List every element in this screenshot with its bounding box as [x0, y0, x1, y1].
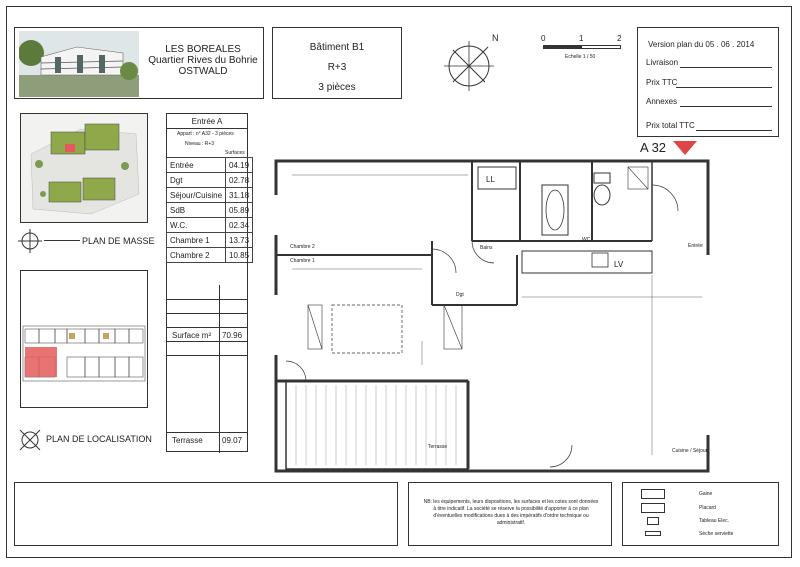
legend-placard: Placard — [699, 505, 716, 511]
building-photo — [19, 31, 139, 97]
location-plan-box — [20, 270, 148, 408]
legend-placard-icon — [641, 503, 665, 513]
legend-tableau: Tableau Elec. — [699, 518, 730, 524]
room-name: Séjour/Cuisine — [167, 188, 226, 203]
apartment-level: Niveau : R+3 — [185, 141, 215, 147]
project-name: LES BOREALES — [165, 44, 241, 55]
version-block — [637, 27, 779, 137]
plan-label-cuisine-sejour: Cuisine / Séjour — [672, 448, 708, 454]
legend-gaine-icon — [641, 489, 665, 499]
room-name: Entrée — [167, 158, 226, 173]
scale-bar — [543, 45, 621, 49]
scale-caption: Echelle 1 / 50 — [565, 54, 596, 60]
site-plan-box — [20, 113, 148, 223]
surface-note: Surfaces — [225, 150, 245, 156]
room-row — [167, 188, 253, 203]
plan-masse-title: PLAN DE MASSE — [82, 236, 155, 246]
plan-label-chambre1: Chambre 1 — [290, 258, 315, 264]
building-name: Bâtiment B1 — [309, 42, 365, 53]
legend-seche-icon — [645, 531, 661, 536]
room-row — [167, 218, 253, 233]
project-header — [14, 27, 264, 99]
scale-mark-1: 1 — [579, 34, 584, 43]
room-name: W.C. — [167, 218, 226, 233]
scale-mark-2: 2 — [617, 34, 622, 43]
site-plan-image — [21, 114, 147, 222]
apartment-number: Appart : n° A32 - 3 pièces — [177, 131, 234, 137]
entry-arrow-icon — [673, 141, 697, 155]
room-area: 13.73 — [226, 233, 253, 248]
room-name: Dgt — [167, 173, 226, 188]
room-area: 02.78 — [226, 173, 253, 188]
plan-localisation-title: PLAN DE LOCALISATION — [46, 434, 152, 444]
plan-label-lv: LV — [614, 260, 624, 269]
legend-gaine: Gaine — [699, 491, 713, 497]
terrace-label: Terrasse — [172, 436, 203, 445]
site-plan-compass-icon — [18, 229, 42, 253]
field-prix-total: Prix total TTC — [646, 121, 695, 130]
room-area: 04.19 — [226, 158, 253, 173]
notes-box — [14, 482, 398, 546]
plan-label-wc: WC — [582, 237, 591, 243]
building-info — [272, 27, 402, 99]
disclaimer-text: NB: les équipements, leurs dispositions, les surfaces et les cotes sont données à titre indicatif. La société se réserve la possibilité d'apporter à ce plan d'éventuelles modifications dues à des impératifs d'ordre technique ou administratif. — [423, 499, 599, 526]
plan-label-entree: Entrée — [688, 243, 703, 249]
location-compass-icon — [18, 428, 42, 452]
room-row — [167, 203, 253, 218]
apartment-code: A 32 — [640, 140, 667, 155]
room-area: 10.85 — [226, 248, 253, 263]
field-livraison: Livraison — [646, 58, 679, 67]
version-label: Version plan du — [648, 40, 704, 49]
surface-value: 70.96 — [222, 331, 243, 340]
room-name: Chambre 2 — [167, 248, 226, 263]
plan-label-terrasse: Terrasse — [428, 444, 448, 450]
room-area: 02.34 — [226, 218, 253, 233]
disclaimer-box — [408, 482, 612, 546]
building-rooms: 3 pièces — [318, 82, 356, 93]
entry-title: Entrée A — [191, 117, 223, 126]
room-area: 31.18 — [226, 188, 253, 203]
room-row — [167, 248, 253, 263]
legend-seche: Sèche serviette — [699, 531, 734, 537]
legend-tableau-icon — [647, 517, 659, 525]
room-area: 05.89 — [226, 203, 253, 218]
field-prix-ttc: Prix TTC — [646, 78, 678, 87]
project-district: Quartier Rives du Bohrie — [148, 55, 258, 66]
rooms-table — [166, 157, 253, 263]
terrace-value: 09.07 — [222, 436, 243, 445]
surface-label: Surface m² — [172, 331, 212, 340]
location-plan-image — [21, 271, 147, 407]
room-row — [167, 158, 253, 173]
room-row — [167, 173, 253, 188]
plan-label-dgt: Dgt — [456, 292, 464, 298]
project-city: OSTWALD — [178, 66, 228, 77]
plan-label-ll: LL — [486, 175, 495, 184]
room-name: SdB — [167, 203, 226, 218]
building-level: R+3 — [327, 62, 347, 73]
scale-mark-0: 0 — [541, 34, 546, 43]
legend-box — [622, 482, 779, 546]
plan-label-chambre2: Chambre 2 — [290, 244, 315, 250]
surfaces-table — [166, 113, 248, 452]
apartment-floor-plan — [272, 155, 714, 475]
version-date: 05 . 06 . 2014 — [705, 40, 755, 49]
field-annexes: Annexes — [646, 97, 678, 106]
plan-label-bains: Bains — [480, 245, 493, 251]
room-name: Chambre 1 — [167, 233, 226, 248]
room-row — [167, 233, 253, 248]
north-label: N — [492, 33, 499, 43]
